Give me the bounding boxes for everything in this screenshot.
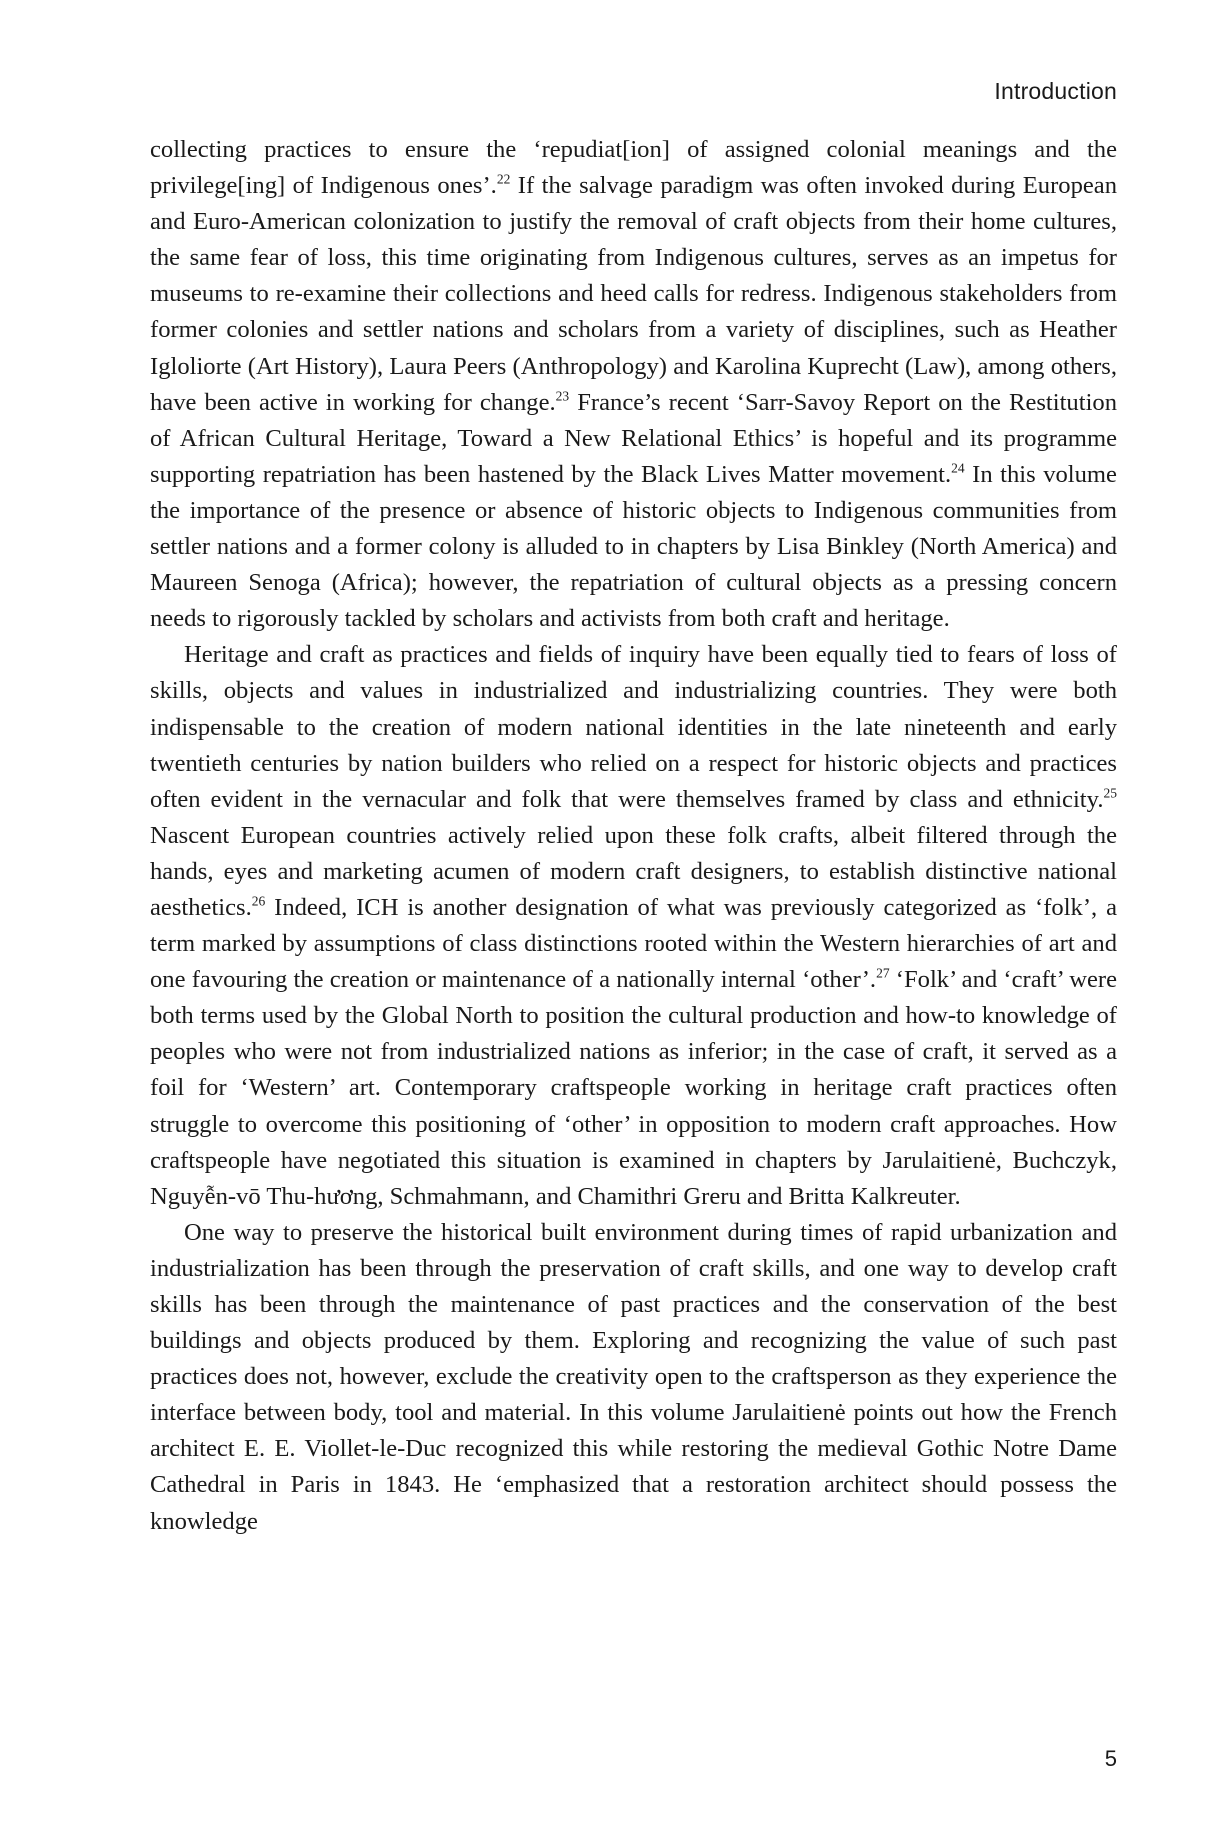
footnote-ref-23: 23: [555, 388, 570, 404]
footnote-ref-27: 27: [876, 965, 890, 981]
paragraph-text: In this volume the importance of the presence or absence of historic objects to Indigenous communities from settler nations and a former colony is alluded to in chapters by Lisa Binkley (North America) and Maureen Senoga (Africa); however, the repatriation of cultural objects as a pressing concern needs to rigorously tackled by scholars and activists from both craft and heritage.: [150, 460, 1117, 633]
paragraph-text: One way to preserve the historical built environment during times of rapid urbanization and industrialization has been through the preservation of craft skills, and one way to develop craft skills has been through the maintenance of past practices and the conservation of the best buildings and objects produced by them. Exploring and recognizing the value of such past practices does not, however, exclude the creativity open to the craftsperson as they experience the interface between body, tool and material. In this volume Jarulaitienė points out how the French architect E. E. Viollet-le-Duc recognized this while restoring the medieval Gothic Notre Dame Cathedral in Paris in 1843. He ‘emphasized that a restoration architect should possess the knowledge: [150, 1218, 1117, 1535]
paragraph-text: collecting practices to ensure the ‘repudiat[ion] of assigned colonial meanings and the privilege[ing] of Indigenous ones’.: [150, 136, 1117, 200]
paragraph-1: [150, 132, 1117, 637]
paragraph-text: Indeed, ICH is another designation of what was previously categorized as ‘folk’, a term marked by assumptions of class distinctions rooted within the Western hierarchies of art and one favouring the creation or maintenance of a nationally internal ‘other’.: [150, 893, 1117, 994]
body-text: [150, 132, 1117, 1540]
footnote-ref-22: 22: [496, 171, 511, 187]
page-number: 5: [1104, 1746, 1117, 1771]
paragraph-3: [150, 1215, 1117, 1540]
paragraph-2: [150, 637, 1117, 1215]
running-head: Introduction: [994, 78, 1117, 104]
footnote-ref-25: 25: [1103, 785, 1117, 801]
footnote-ref-26: 26: [251, 893, 266, 909]
paragraph-text: ‘Folk’ and ‘craft’ were both terms used by the Global North to position the cultural production and how-to knowledge of peoples who were not from industrialized nations as inferior; in the case of craft, it served as a foil for ‘Western’ art. Contemporary craftspeople working in heritage craft practices often struggle to overcome this positioning of ‘other’ in opposition to modern craft approaches. How craftspeople have negotiated this situation is examined in chapters by Jarulaitienė, Buchczyk, Nguyễn-vō Thu-hương, Schmahmann, and Chamithri Greru and Britta Kalkreuter.: [150, 966, 1117, 1210]
paragraph-text: If the salvage paradigm was often invoked during European and Euro-American colonization to justify the removal of craft objects from their home cultures, the same fear of loss, this time originating from Indigenous cultures, serves as an impetus for museums to re-examine their collections and heed calls for redress. Indigenous stakeholders from former colonies and settler nations and scholars from a variety of disciplines, such as Heather Igloliorte (Art History), Laura Peers (Anthropology) and Karolina Kuprecht (Law), among others, have been active in working for change.: [150, 172, 1117, 416]
paragraph-text: Heritage and craft as practices and fields of inquiry have been equally tied to fears of loss of skills, objects and values in industrialized and industrializing countries. They were both indispensable to the creation of modern national identities in the late nineteenth and early twentieth centuries by nation builders who relied on a respect for historic objects and practices often evident in the vernacular and folk that were themselves framed by class and ethnicity.: [150, 641, 1117, 813]
footnote-ref-24: 24: [951, 460, 965, 476]
paragraph-text: France’s recent ‘Sarr-Savoy Report on the Restitution of African Cultural Heritage, Toward a New Relational Ethics’ is hopeful and its programme supporting repatriation has been hastened by the Black Lives Matter movement.: [150, 388, 1117, 488]
paragraph-text: Nascent European countries actively relied upon these folk crafts, albeit filtered through the hands, eyes and marketing acumen of modern craft designers, to establish distinctive national aesthetics.: [150, 821, 1117, 921]
